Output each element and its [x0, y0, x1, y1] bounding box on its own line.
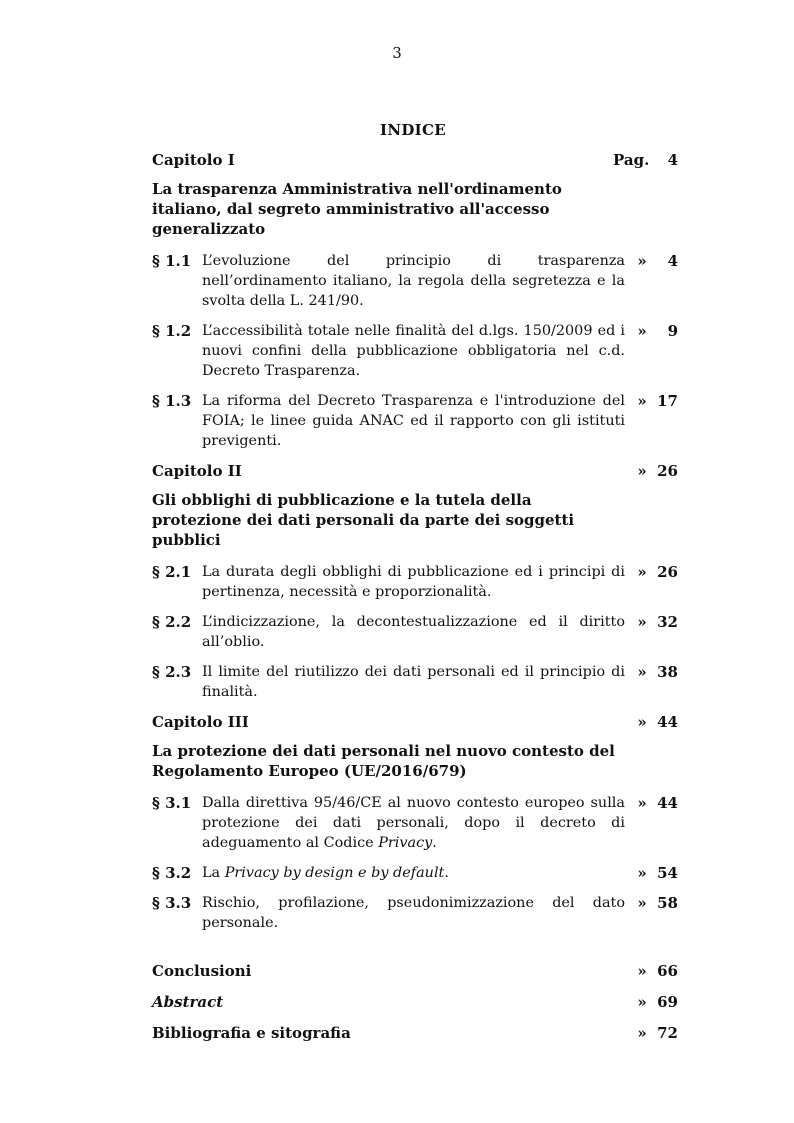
chapter-2-title: Gli obblighi di pubblicazione e la tutela della protezione dei dati personali da parte dei soggetti pubblici: [152, 491, 575, 549]
section-text: [202, 863, 625, 883]
page-marker: »: [637, 1024, 647, 1042]
page-marker: »: [637, 993, 647, 1011]
section-text: L’indicizzazione, la decontestualizzazione ed il diritto all’oblio.: [202, 614, 625, 650]
section-1-1[interactable]: [152, 251, 678, 311]
bibliografia-row[interactable]: [152, 1023, 678, 1043]
end-item-page: 72: [657, 1024, 678, 1042]
section-text: Rischio, profilazione, pseudonimizzazione del dato personale.: [202, 895, 625, 931]
end-item-label: Abstract: [152, 993, 224, 1011]
section-page: 54: [657, 864, 678, 882]
section-2-2[interactable]: [152, 612, 678, 652]
chapter-1-title: La trasparenza Amministrativa nell'ordinamento italiano, dal segreto amministrativo all'accesso generalizzato: [152, 180, 562, 238]
section-3-2[interactable]: [152, 863, 678, 883]
section-2-3[interactable]: [152, 662, 678, 702]
section-page: 32: [657, 613, 678, 631]
section-page: 58: [657, 894, 678, 912]
page-marker: »: [637, 962, 647, 980]
abstract-row[interactable]: [152, 992, 678, 1012]
section-number: § 2.2: [152, 613, 192, 631]
section-page: 4: [667, 252, 678, 270]
page-marker: »: [637, 322, 647, 340]
section-number: § 2.3: [152, 663, 192, 681]
section-text-italic: Privacy by design e by default: [224, 865, 445, 881]
section-text-part: .: [444, 865, 449, 881]
section-text-italic: Privacy: [378, 835, 433, 851]
chapter-2-row[interactable]: [152, 461, 678, 481]
section-page: 26: [657, 563, 678, 581]
section-text: La riforma del Decreto Trasparenza e l'introduzione del FOIA; le linee guida ANAC ed il rapporto con gli istituti previgenti.: [202, 393, 625, 449]
section-text: Il limite del riutilizzo dei dati personali ed il principio di finalità.: [202, 664, 625, 700]
section-text-part: .: [432, 835, 437, 851]
page-marker: »: [637, 252, 647, 270]
page-marker: »: [637, 613, 647, 631]
section-page: 38: [657, 663, 678, 681]
end-item-label: Bibliografia e sitografia: [152, 1024, 351, 1042]
end-item-page: 66: [657, 962, 678, 980]
section-1-2[interactable]: [152, 321, 678, 381]
page-marker: »: [637, 794, 647, 812]
chapter-3-label: Capitolo III: [152, 713, 249, 731]
chapter-1-row[interactable]: [152, 150, 678, 170]
section-text-part: La: [202, 865, 225, 881]
end-item-page: 69: [657, 993, 678, 1011]
end-item-label: Conclusioni: [152, 962, 252, 980]
table-of-contents: [152, 150, 678, 1054]
conclusioni-row[interactable]: [152, 961, 678, 981]
section-number: § 1.3: [152, 392, 192, 410]
pag-label: Pag.: [613, 151, 650, 169]
page-marker: »: [637, 663, 647, 681]
section-page: 9: [667, 322, 678, 340]
section-2-1[interactable]: [152, 562, 678, 602]
chapter-1-label: Capitolo I: [152, 151, 235, 169]
page-marker: »: [637, 864, 647, 882]
section-text: La durata degli obblighi di pubblicazione ed i principi di pertinenza, necessità e proporzionalità.: [202, 564, 625, 600]
section-number: § 3.3: [152, 894, 192, 912]
section-text: [202, 793, 625, 853]
section-number: § 3.2: [152, 864, 192, 882]
section-1-3[interactable]: [152, 391, 678, 451]
section-page: 17: [657, 392, 678, 410]
chapter-3-title: La protezione dei dati personali nel nuovo contesto del Regolamento Europeo (UE/2016/679): [152, 742, 615, 780]
page-marker: »: [637, 462, 647, 480]
page-marker: »: [637, 563, 647, 581]
page-number: 3: [392, 44, 402, 62]
section-number: § 1.1: [152, 252, 192, 270]
section-3-3[interactable]: [152, 893, 678, 933]
section-number: § 3.1: [152, 794, 192, 812]
page-marker: »: [637, 894, 647, 912]
section-number: § 2.1: [152, 563, 192, 581]
page-marker: »: [637, 392, 647, 410]
chapter-3-row[interactable]: [152, 712, 678, 732]
section-text-part: Dalla direttiva 95/46/CE al nuovo contesto europeo sulla protezione dei dati personali, dopo il decreto di adeguamento al Codice: [202, 795, 625, 851]
section-text: L’evoluzione del principio di trasparenza nell’ordinamento italiano, la regola della segretezza e la svolta della L. 241/90.: [202, 253, 625, 309]
chapter-3-page: 44: [657, 713, 678, 731]
page-marker: »: [637, 713, 647, 731]
chapter-2-label: Capitolo II: [152, 462, 242, 480]
chapter-2-page: 26: [657, 462, 678, 480]
section-number: § 1.2: [152, 322, 192, 340]
section-3-1[interactable]: [152, 793, 678, 853]
index-title: INDICE: [380, 121, 446, 139]
chapter-1-page: 4: [667, 151, 678, 169]
section-text: L’accessibilità totale nelle finalità del d.lgs. 150/2009 ed i nuovi confini della pubblicazione obbligatoria nel c.d. Decreto Trasparenza.: [202, 323, 625, 379]
section-page: 44: [657, 794, 678, 812]
